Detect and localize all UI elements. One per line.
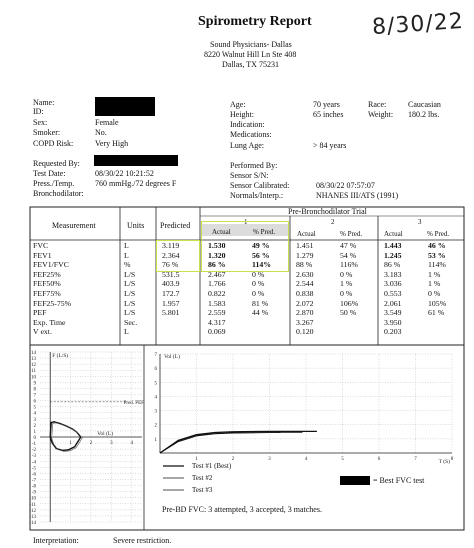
sensor-sn-label: Sensor S/N:: [230, 171, 269, 180]
flow-y-tick-label: -6: [31, 472, 36, 478]
best-fvc-swatch: [340, 476, 370, 485]
report-title: Spirometry Report: [198, 14, 312, 29]
vt-x-tick-label: 4: [304, 457, 308, 462]
flow-x-tick-label: 2: [89, 441, 93, 446]
cell-trial-1-pred: 0 %: [252, 269, 265, 279]
col-header-measurement: Measurement: [52, 221, 96, 230]
flow-y-tick-label: -1: [31, 442, 36, 448]
cell-trial-3-actual: 0.553: [384, 289, 402, 298]
cell-trial-1-pred: 114%: [252, 260, 272, 270]
smoker-label: Smoker:: [33, 128, 61, 137]
press-temp-value: 760 mmHg./72 degrees F: [95, 179, 177, 188]
performed-label: Performed By:: [230, 161, 278, 170]
cell-trial-3-actual: 3.036: [384, 279, 402, 289]
flow-y-tick-label: -4: [31, 460, 36, 466]
cell-trial-3-actual: 3.549: [384, 308, 402, 318]
cell-trial-1-actual: 1.320: [208, 250, 226, 260]
cell-trial-2-pred: 0 %: [340, 269, 353, 279]
name-label: Name:: [33, 98, 55, 107]
flow-y-tick-label: 14: [31, 351, 36, 356]
cell-trial-3-pred: 1 %: [428, 279, 441, 289]
clinic-city: Dallas, TX 75231: [222, 60, 279, 69]
interpretation-label: Interpretation:: [33, 536, 79, 545]
trial-1-number: 1: [244, 218, 248, 226]
handwritten-date: 8/30/22: [371, 8, 465, 41]
vt-y-tick-label: 4: [154, 395, 157, 401]
trial-3-pred-header: % Pred.: [427, 230, 450, 238]
cell-predicted: 76 %: [162, 260, 179, 270]
flow-y-tick-label: -5: [31, 466, 36, 472]
cell-trial-2-pred: 106%: [340, 298, 359, 308]
cell-trial-1-actual: 2.467: [208, 269, 226, 279]
cell-measurement: FEV1/FVC: [33, 260, 69, 270]
cell-units: L/S: [124, 269, 136, 279]
flow-y-tick-label: 3: [33, 417, 36, 423]
flow-y-tick-label: -12: [29, 508, 36, 514]
vt-x-tick-label: 3: [268, 457, 271, 462]
vt-x-tick-label: 6: [377, 457, 381, 462]
cell-trial-2-actual: 3.267: [296, 317, 314, 327]
cell-trial-1-actual: 86 %: [208, 260, 226, 270]
cell-trial-1-actual: 1.583: [208, 298, 226, 308]
race-value: Caucasian: [408, 100, 441, 109]
legend-label: Test #2: [192, 474, 213, 482]
flow-x-axis-label: Vol (L): [97, 431, 114, 437]
cell-trial-1-actual: 2.559: [208, 308, 226, 318]
cell-measurement: FEF25%: [33, 269, 61, 279]
lung-age-value: > 84 years: [313, 141, 347, 150]
legend-label: Test #1 (Best): [192, 462, 232, 470]
cell-predicted: 3.119: [162, 241, 180, 250]
test-date-label: Test Date:: [33, 169, 66, 178]
cell-trial-3-pred: 53 %: [428, 250, 446, 260]
cell-measurement: V ext.: [33, 327, 52, 337]
flow-x-tick-label: 3: [110, 441, 113, 446]
cell-trial-3-actual: 2.061: [384, 298, 402, 308]
flow-y-tick-label: -14: [29, 521, 36, 526]
trial-3-actual-header: Actual: [384, 230, 403, 238]
vt-series-line: [160, 433, 280, 454]
legend-label: Test #3: [192, 486, 213, 494]
cell-trial-2-pred: 0 %: [340, 289, 353, 298]
weight-label: Weight:: [368, 110, 394, 119]
cell-units: Sec.: [124, 317, 138, 327]
weight-value: 180.2 lbs.: [408, 110, 440, 119]
clinic-address: 8220 Walnut Hill Ln Ste 408: [204, 50, 297, 59]
cell-predicted: 1.957: [162, 298, 180, 308]
vt-y-tick-label: 2: [154, 423, 157, 429]
copd-label: COPD Risk:: [33, 139, 74, 148]
indication-label: Indication:: [230, 120, 265, 129]
vt-y-tick-label: 3: [154, 409, 157, 415]
cell-trial-3-pred: 1 %: [428, 269, 441, 279]
cell-predicted: 2.364: [162, 250, 180, 260]
flow-y-tick-label: -2: [31, 448, 36, 454]
flow-y-tick-label: -7: [31, 478, 36, 484]
cell-trial-1-actual: 0.822: [208, 289, 226, 298]
vt-x-tick-label: 1: [195, 457, 198, 462]
flow-y-tick-label: -11: [29, 502, 36, 508]
vt-x-axis-label: T (S): [438, 459, 450, 465]
flow-y-tick-label: 9: [33, 381, 36, 387]
sex-value: Female: [95, 118, 119, 127]
cell-trial-1-pred: 56 %: [252, 250, 270, 260]
cell-trial-3-pred: 105%: [428, 298, 447, 308]
cell-trial-3-actual: 3.183: [384, 269, 402, 279]
cell-trial-2-actual: 2.544: [296, 279, 314, 289]
cell-trial-2-pred: 47 %: [340, 241, 357, 250]
cell-trial-1-pred: 81 %: [252, 298, 269, 308]
cell-trial-2-pred: 50 %: [340, 308, 357, 318]
vt-y-tick-label: 6: [154, 367, 157, 373]
medications-label: Medications:: [230, 130, 272, 139]
cell-trial-2-actual: 2.870: [296, 308, 314, 318]
height-value: 65 inches: [313, 110, 344, 119]
vt-x-tick-label: 2: [231, 457, 235, 462]
age-value: 70 years: [313, 100, 340, 109]
flow-y-tick-label: -3: [31, 454, 36, 460]
flow-y-tick-label: 5: [33, 405, 36, 411]
trial-1-pred-header: % Pred.: [253, 228, 276, 236]
cell-units: %: [124, 260, 131, 270]
flow-y-tick-label: 7: [33, 393, 36, 399]
cell-measurement: FEF50%: [33, 279, 61, 289]
age-label: Age:: [230, 100, 246, 109]
cell-trial-2-pred: 1 %: [340, 279, 353, 289]
flow-y-axis-label: F (L/S): [52, 353, 69, 359]
pred-pef-label: Pred. PEF: [123, 400, 144, 406]
trial-1-actual-header: Actual: [212, 228, 231, 236]
interpretation-text: Severe restriction.: [113, 536, 172, 545]
cell-predicted: 5.801: [162, 308, 180, 318]
flow-y-tick-label: 4: [33, 411, 36, 417]
copd-value: Very High: [95, 139, 129, 148]
cell-trial-2-actual: 2.630: [296, 269, 314, 279]
cell-predicted: 172.7: [162, 289, 180, 298]
cell-trial-2-actual: 0.120: [296, 327, 314, 337]
vt-x-tick-label: 7: [414, 457, 417, 462]
sex-label: Sex:: [33, 118, 48, 127]
cell-measurement: Exp. Time: [33, 317, 66, 327]
smoker-value: No.: [95, 128, 107, 137]
id-label: ID:: [33, 107, 44, 116]
flow-x-tick-label: 4: [130, 441, 134, 446]
vt-y-axis-label: Vol (L): [164, 354, 180, 360]
cell-trial-1-pred: 0 %: [252, 279, 265, 289]
flow-y-tick-label: 13: [31, 357, 36, 363]
normals-value: NHANES III/ATS (1991): [316, 191, 399, 200]
cell-measurement: FVC: [33, 241, 49, 250]
trial-2-pred-header: % Pred.: [340, 230, 363, 238]
sensor-cal-value: 08/30/22 07:57:07: [316, 181, 375, 190]
bronchodilator-label: Bronchodilator:: [33, 189, 84, 198]
requested-label: Requested By:: [33, 159, 80, 168]
cell-trial-3-pred: 114%: [428, 260, 446, 270]
clinic-name: Sound Physicians- Dallas: [210, 40, 292, 49]
col-header-trial: Pre-Bronchodilator Trial: [288, 207, 367, 216]
vt-x-tick-label: 8: [450, 457, 454, 462]
flow-y-tick-label: 0: [33, 436, 36, 441]
cell-units: L: [124, 241, 129, 250]
vt-y-tick-label: 5: [154, 381, 157, 387]
cell-trial-1-actual: 1.766: [208, 279, 226, 289]
trial-2-number: 2: [331, 218, 335, 226]
flow-y-tick-label: 6: [33, 399, 36, 405]
cell-trial-3-actual: 86 %: [384, 260, 401, 270]
cell-trial-3-pred: 61 %: [428, 308, 445, 318]
cell-units: L: [124, 250, 129, 260]
cell-predicted: 531.5: [162, 269, 180, 279]
cell-measurement: FEV1: [33, 250, 52, 260]
col-header-predicted: Predicted: [160, 221, 191, 230]
flow-y-tick-label: 1: [33, 429, 36, 435]
col-header-units: Units: [127, 221, 145, 230]
bd-summary: Pre-BD FVC: 3 attempted, 3 accepted, 3 matches.: [162, 505, 322, 514]
vt-x-tick-label: 5: [341, 457, 344, 462]
cell-trial-3-actual: 1.245: [384, 250, 402, 260]
cell-trial-3-actual: 3.950: [384, 317, 402, 327]
cell-trial-2-actual: 1.451: [296, 241, 314, 250]
flow-y-tick-label: -10: [29, 496, 36, 502]
vt-series-line: [160, 433, 302, 453]
cell-trial-1-actual: 1.530: [208, 241, 226, 250]
flow-y-tick-label: 11: [31, 369, 36, 375]
press-temp-label: Press./Temp.: [33, 179, 75, 188]
flow-y-tick-label: -9: [31, 490, 36, 496]
height-label: Height:: [230, 110, 254, 119]
cell-predicted: 403.9: [162, 279, 180, 289]
lung-age-label: Lung Age:: [230, 141, 264, 150]
vt-series-line: [160, 431, 317, 453]
cell-trial-1-actual: 4.317: [208, 317, 226, 327]
cell-trial-3-pred: 0 %: [428, 289, 441, 298]
trial-3-number: 3: [418, 218, 422, 226]
flow-y-tick-label: 8: [33, 387, 36, 393]
cell-measurement: FEF75%: [33, 289, 61, 298]
sensor-cal-label: Sensor Calibrated:: [230, 181, 290, 190]
flow-x-tick-label: 1: [69, 441, 72, 446]
cell-units: L/S: [124, 289, 136, 298]
vt-y-tick-label: 7: [154, 353, 157, 358]
vt-y-tick-label: 1: [154, 437, 157, 443]
cell-trial-2-actual: 1.279: [296, 250, 314, 260]
cell-trial-1-pred: 49 %: [252, 241, 270, 250]
cell-units: L: [124, 327, 129, 337]
test-date-value: 08/30/22 10:21:52: [95, 169, 154, 178]
cell-trial-2-pred: 54 %: [340, 250, 357, 260]
flow-y-tick-label: 10: [31, 375, 36, 381]
cell-trial-3-actual: 0.203: [384, 327, 402, 337]
flow-y-tick-label: 2: [33, 423, 36, 429]
flow-y-tick-label: 12: [31, 363, 36, 369]
cell-trial-2-actual: 88 %: [296, 260, 313, 270]
cell-measurement: FEF25-75%: [33, 298, 72, 308]
cell-trial-2-actual: 2.072: [296, 298, 314, 308]
cell-units: L/S: [124, 298, 136, 308]
cell-units: L/S: [124, 279, 136, 289]
cell-trial-1-pred: 44 %: [252, 308, 269, 318]
cell-trial-1-pred: 0 %: [252, 289, 265, 298]
cell-trial-2-actual: 0.838: [296, 289, 314, 298]
best-fvc-label: = Best FVC test: [373, 476, 425, 485]
cell-trial-2-pred: 116%: [340, 260, 358, 270]
cell-units: L/S: [124, 308, 136, 318]
race-label: Race:: [368, 100, 387, 109]
trial-2-actual-header: Actual: [297, 230, 316, 238]
cell-measurement: PEF: [33, 308, 47, 318]
normals-label: Normals/Interp.:: [230, 191, 284, 200]
flow-y-tick-label: -8: [31, 484, 36, 490]
cell-trial-3-actual: 1.443: [384, 241, 402, 250]
cell-trial-1-actual: 0.069: [208, 327, 226, 337]
flow-y-tick-label: -13: [29, 514, 36, 520]
cell-trial-3-pred: 46 %: [428, 241, 446, 250]
